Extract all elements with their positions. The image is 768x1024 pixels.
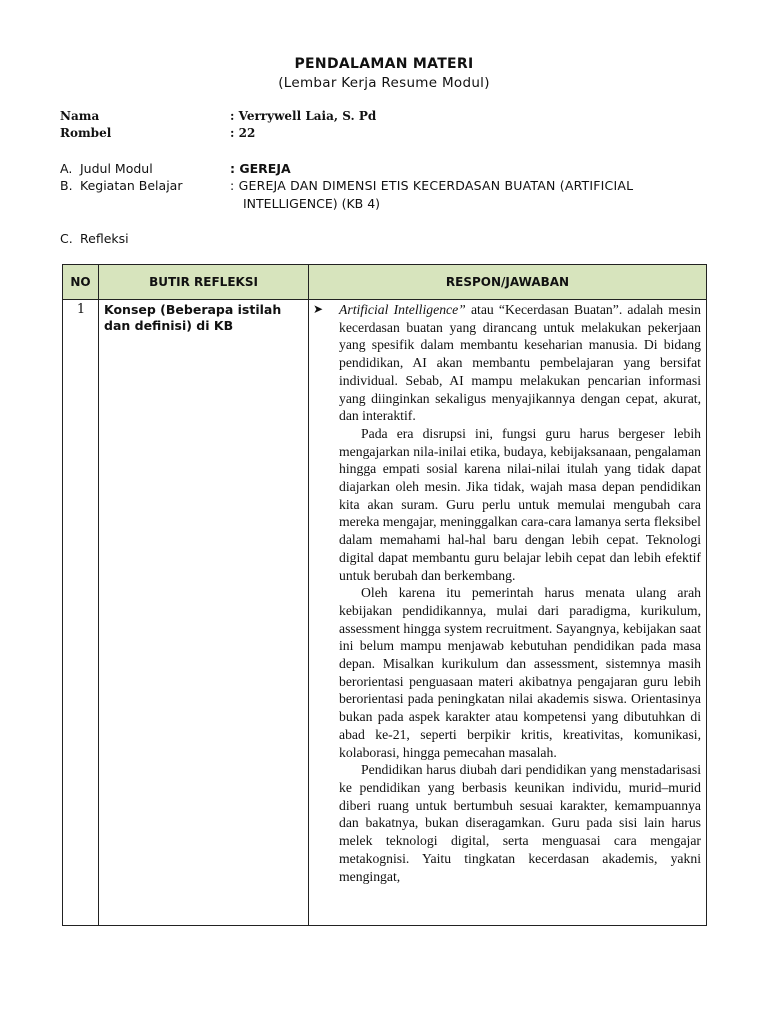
section-b-letter: B. <box>60 178 73 193</box>
rombel-label: Rombel <box>60 126 112 140</box>
header-no: NO <box>63 265 99 300</box>
respon-cell <box>313 301 701 885</box>
refleksi-table <box>62 264 707 926</box>
section-c-letter: C. <box>60 231 73 246</box>
section-b-value-line2: INTELLIGENCE) (KB 4) <box>243 196 381 211</box>
arrow-bullet-icon: ➤ <box>313 302 324 316</box>
document-subtitle: (Lembar Kerja Resume Modul) <box>278 75 490 91</box>
response-paragraph-4: Pendidikan harus diubah dari pendidikan yang menstadarisasi ke pendidikan yang berbasis keunikan individu, murid–murid diberi ruang untuk bertumbuh sesuai karakter, kemampuannya dan bakatnya, bukan diseragamkan. Guru pada sisi lain harus melek teknologi digital, serta menguasai cara mengajar metakognisi. Yaitu tingkatan kecerdasan akademis, yakni mengingat, <box>339 762 701 884</box>
nama-label: Nama <box>60 109 100 123</box>
header-butir-refleksi: BUTIR REFLEKSI <box>99 265 309 300</box>
document-title: PENDALAMAN MATERI <box>294 56 474 72</box>
section-a-label: Judul Modul <box>80 161 153 176</box>
section-c-label: Refleksi <box>80 231 129 246</box>
section-b-value-line1: : GEREJA DAN DIMENSI ETIS KECERDASAN BUATAN (ARTIFICIAL <box>230 178 634 193</box>
paragraph-1-text: atau “Kecerdasan Buatan”. adalah mesin kecerdasan buatan yang dirancang untuk melakukan pekerjaan yang spesifik dalam membantu keseharian manusia. Di bidang pendidikan, AI akan membantu pembelajaran yang bersifat individual. Sebab, AI mampu melakukan pencarian informasi yang diinginkan sekaligus menyajikannya dengan cepat, akurat, dan interaktif. <box>339 302 702 424</box>
nama-value: : Verrywell Laia, S. Pd <box>230 109 377 123</box>
section-a-letter: A. <box>60 161 73 176</box>
response-paragraph-2: Pada era disrupsi ini, fungsi guru harus bergeser lebih mengajarkan nila-inilai etika, budaya, kebijaksanaan, pengalaman hingga empati sosial karena nilai-nilai itulah yang tidak dapat diajarkan oleh mesin. Jika tidak, wajah masa depan pendidikan kita akan suram. Guru perlu untuk memulai mengubah cara mereka mengajar, meninggalkan cara-cara lamanya serta fleksibel dalam memahami hal-hal baru dengan lebih cepat. Teknologi digital dapat membantu guru belajar lebih cepat dan lebih efektif untuk berubah dan berkembang. <box>339 425 701 583</box>
section-a-value: : GEREJA <box>230 161 291 176</box>
rombel-value: : 22 <box>230 126 256 140</box>
header-respon-jawaban: RESPON/JAWABAN <box>309 265 706 300</box>
response-paragraph-3: Oleh karena itu pemerintah harus menata ulang arah kebijakan pendidikannya, mulai dari paradigma, kurikulum, assessment hingga system recruitment. Sayangnya, kebijakan saat ini belum mampu menjawab kebutuhan pendidikan pada masa depan. Misalkan kurikulum dan assessment, sistemnya masih berorientasi penguasaan materi akibatnya pengajaran guru lebih berorientasi pada peningkatan nilai akademis siswa. Orientasinya bukan pada aspek karakter atau kompetensi yang dibutuhkan di abad ke-21, seperti berpikir kritis, kreativitas, komunikasi, kolaborasi, hingga pemecahan masalah. <box>339 585 701 760</box>
section-b-label: Kegiatan Belajar <box>80 178 183 193</box>
column-divider <box>308 300 309 925</box>
ai-term: Artificial Intelligence” <box>339 302 466 317</box>
row-number: 1 <box>76 302 86 317</box>
column-divider <box>98 300 99 925</box>
butir-cell: Konsep (Beberapa istilah dan definisi) di KB <box>104 302 282 333</box>
response-paragraph-1 <box>339 301 701 425</box>
